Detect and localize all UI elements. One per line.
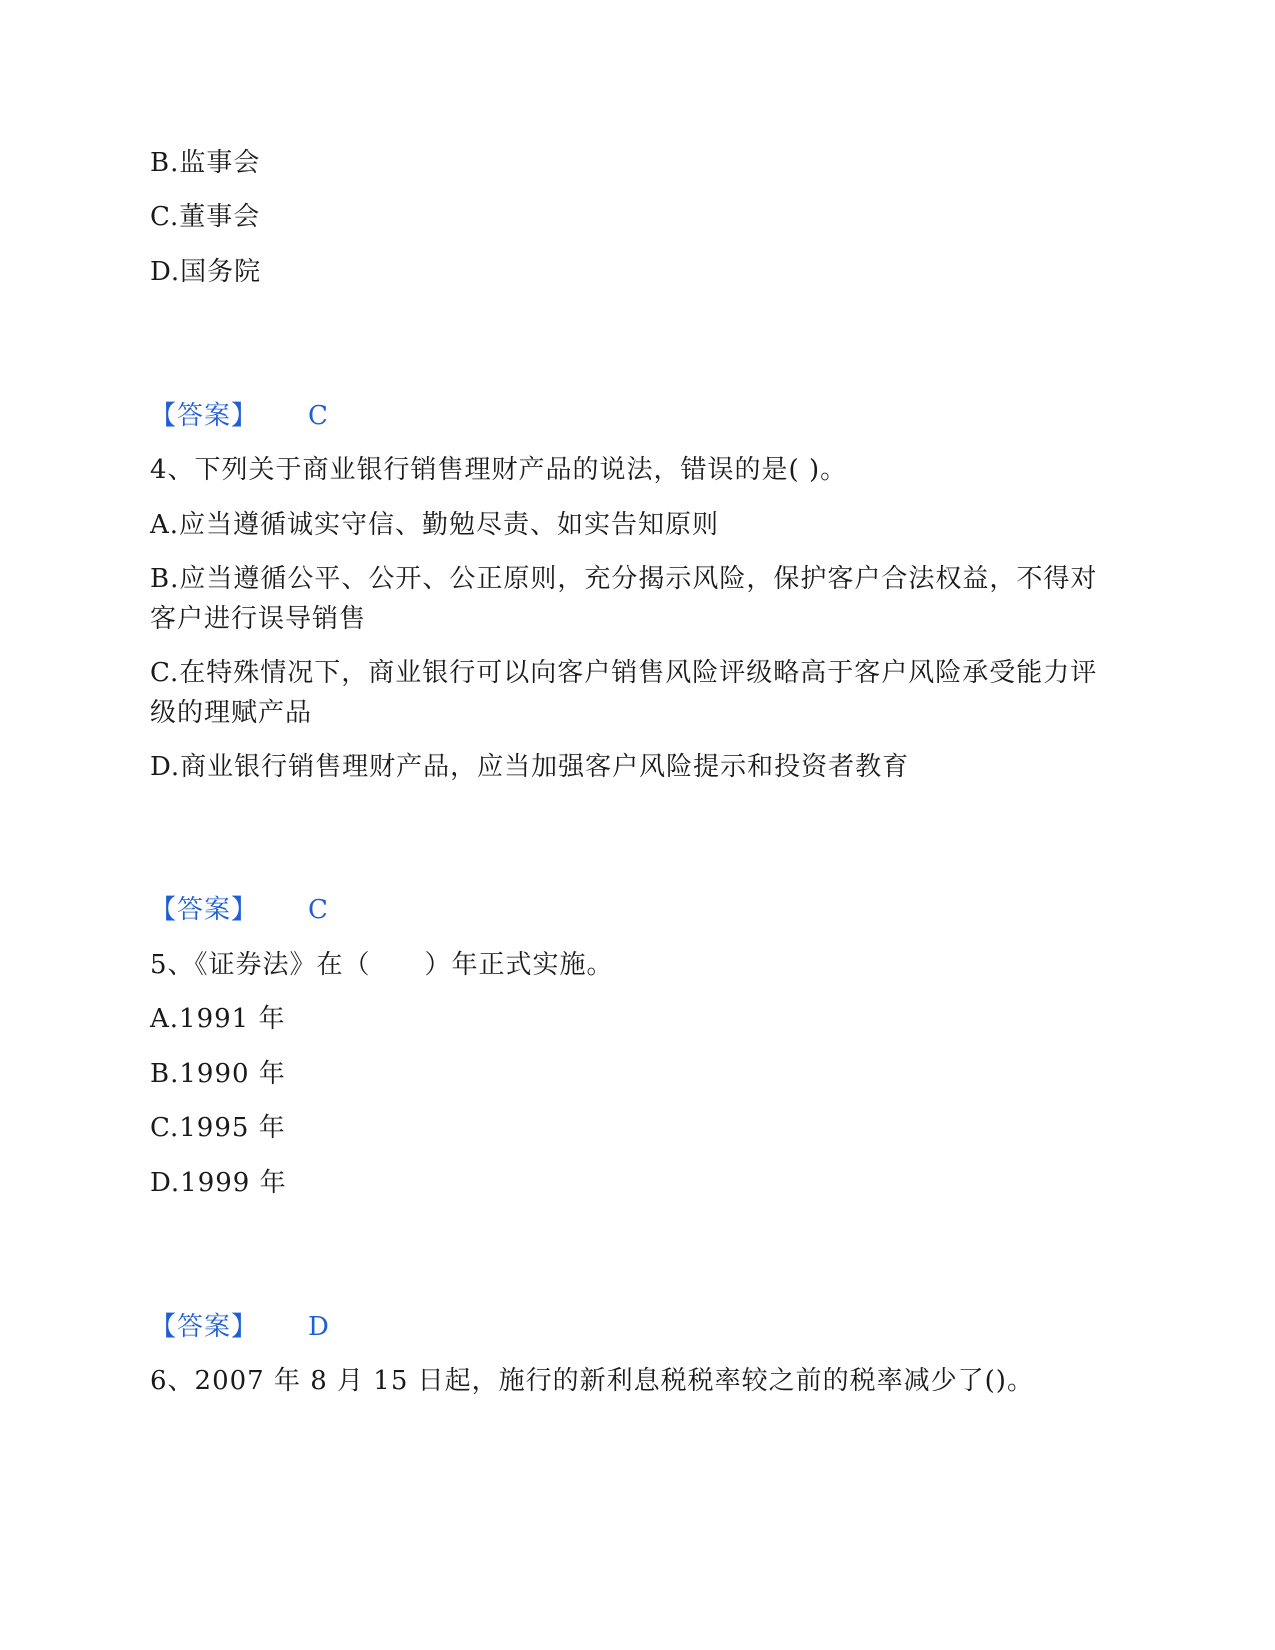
q4-option-d: D.商业银行销售理财产品，应当加强客户风险提示和投资者教育 — [150, 752, 910, 782]
q6-question: 6、2007 年 8 月 15 日起，施行的新利息税税率较之前的税率减少了()。 — [150, 1366, 1034, 1396]
q3-option-b: B.监事会 — [150, 148, 261, 178]
q4-option-a: A.应当遵循诚实守信、勤勉尽责、如实告知原则 — [150, 510, 720, 540]
answer-value: C — [308, 401, 329, 431]
q5-answer — [150, 1307, 330, 1347]
answer-value: D — [308, 1312, 330, 1342]
answer-label: 【答案】 — [150, 1312, 259, 1342]
answer-value: C — [308, 895, 329, 925]
q4-option-c: C.在特殊情况下，商业银行可以向客户销售风险评级略高于客户风险承受能力评级的理赋产品 — [150, 658, 1098, 728]
q4-answer — [150, 890, 329, 930]
q3-option-c: C.董事会 — [150, 202, 261, 232]
q5-question: 5、《证券法》在（ ）年正式实施。 — [150, 950, 614, 980]
answer-label: 【答案】 — [150, 401, 259, 431]
q4-question: 4、下列关于商业银行销售理财产品的说法，错误的是( )。 — [150, 455, 848, 485]
q5-option-d: D.1999 年 — [150, 1168, 287, 1198]
q3-option-d: D.国务院 — [150, 257, 262, 287]
answer-label: 【答案】 — [150, 895, 259, 925]
q5-option-b: B.1990 年 — [150, 1059, 286, 1089]
q5-option-c: C.1995 年 — [150, 1113, 286, 1143]
q4-option-b: B.应当遵循公平、公开、公正原则，充分揭示风险，保护客户合法权益，不得对客户进行误导销售 — [150, 564, 1098, 634]
q3-answer — [150, 396, 329, 436]
q5-option-a: A.1991 年 — [150, 1004, 286, 1034]
